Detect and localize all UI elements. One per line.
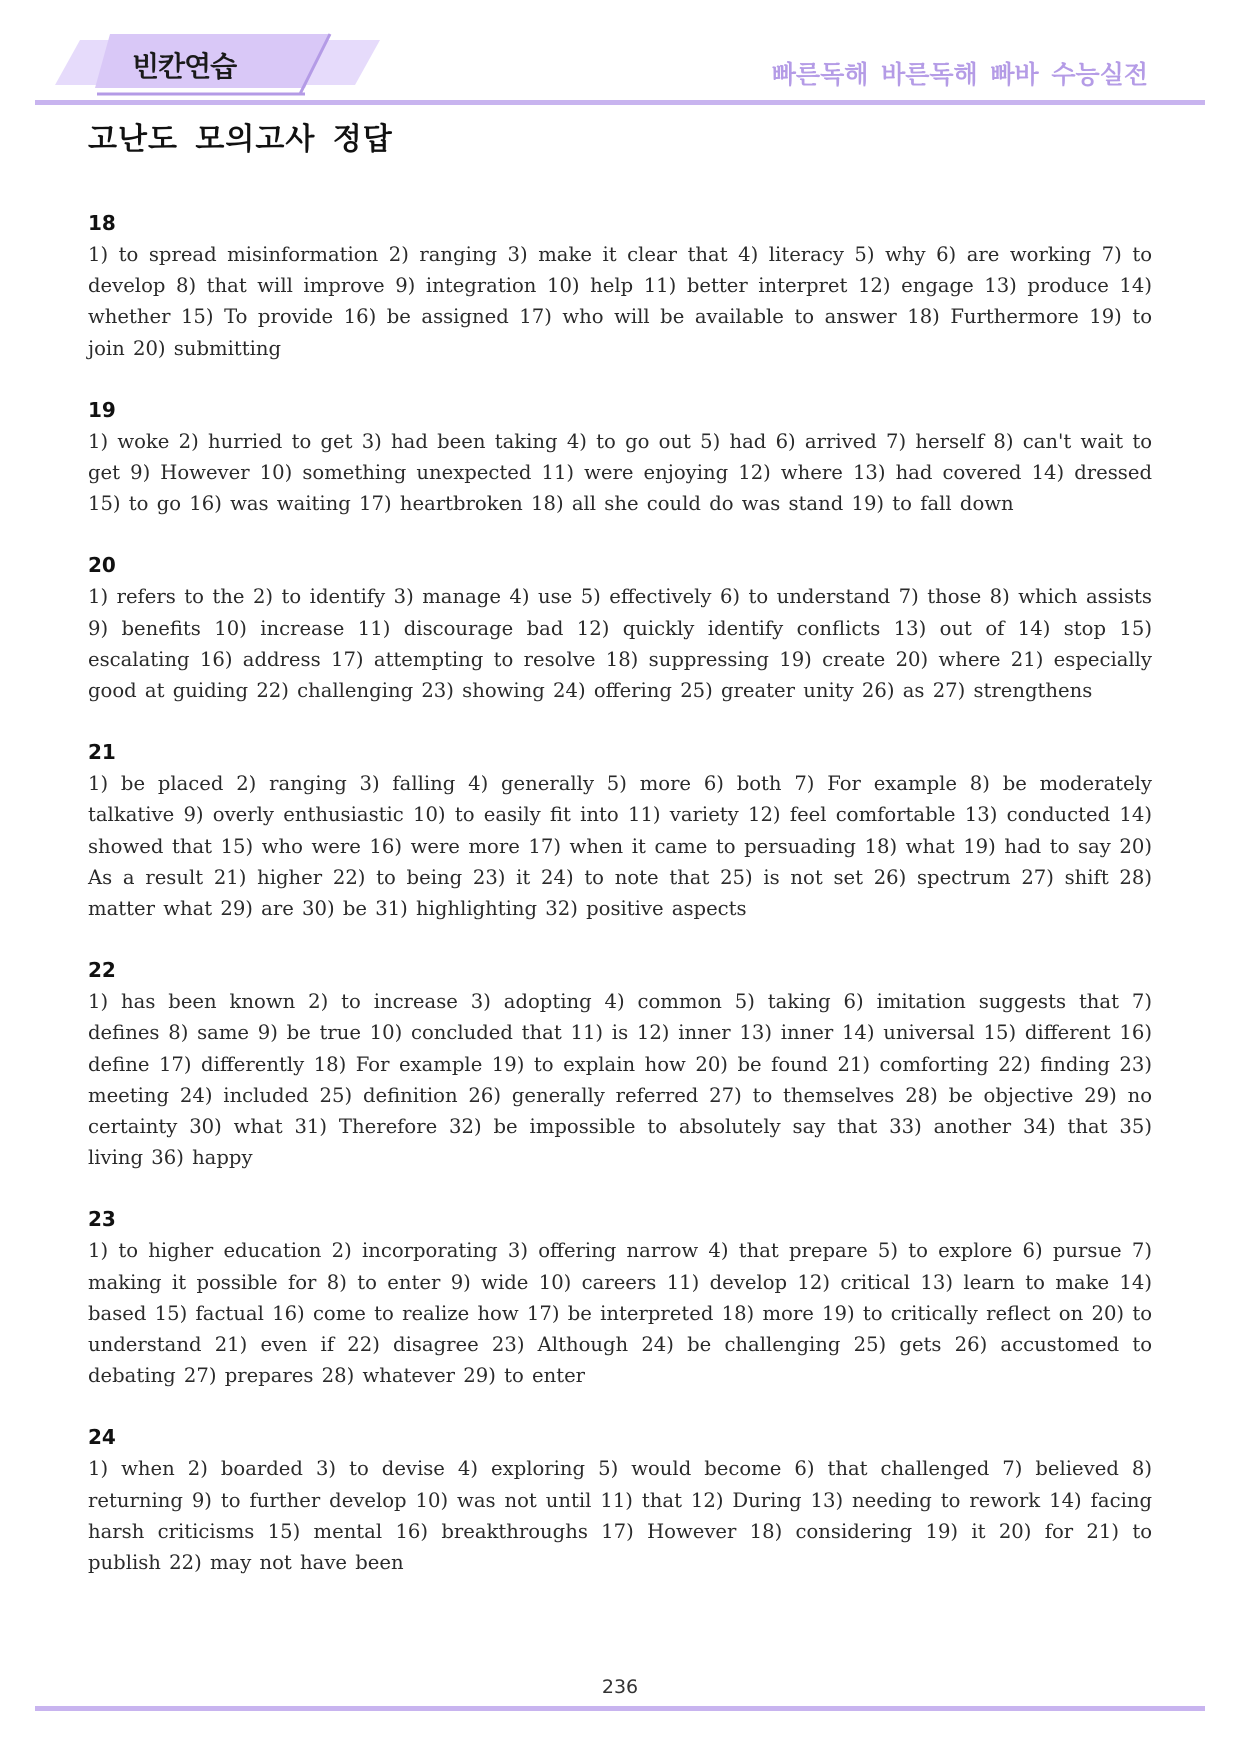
answer-section	[88, 1204, 1152, 1391]
answer-text: 1) woke 2) hurried to get 3) had been taking 4) to go out 5) had 6) arrived 7) herself 8) can't wait to get 9) However 10) something unexpected 11) were enjoying 12) where 13) had covered 14) dressed 15) to go 16) was waiting 17) heartbroken 18) all she could do was stand 19) to fall down	[88, 429, 1152, 516]
answer-text: 1) be placed 2) ranging 3) falling 4) generally 5) more 6) both 7) For example 8) be moderately talkative 9) overly enthusiastic 10) to easily fit into 11) variety 12) feel comfortable 13) conducted 14) showed that 15) who were 16) were more 17) when it came to persuading 18) what 19) had to say 20) As a result 21) higher 22) to being 23) it 24) to note that 25) is not set 26) spectrum 27) shift 28) matter what 29) are 30) be 31) highlighting 32) positive aspects	[88, 772, 1152, 921]
answer-content	[88, 208, 1152, 1609]
question-number: 23	[88, 1207, 116, 1232]
page-number: 236	[601, 1676, 639, 1698]
footer-divider	[35, 1706, 1205, 1711]
question-number: 24	[88, 1425, 116, 1450]
answer-text: 1) refers to the 2) to identify 3) manage 4) use 5) effectively 6) to understand 7) those 8) which assists 9) benefits 10) increase 11) discourage bad 12) quickly identify conflicts 13) out of 14) stop 15) escalating 16) address 17) attempting to resolve 18) suppressing 19) create 20) where 21) especially good at guiding 22) challenging 23) showing 24) offering 25) greater unity 26) as 27) strengthens	[88, 585, 1152, 703]
answer-text: 1) to spread misinformation 2) ranging 3) make it clear that 4) literacy 5) why 6) are working 7) to develop 8) that will improve 9) integration 10) help 11) better interpret 12) engage 13) produce 14) whether 15) To provide 16) be assigned 17) who will be available to answer 18) Furthermore 19) to join 20) submitting	[88, 243, 1152, 360]
header-divider	[35, 100, 1205, 105]
answer-section	[88, 550, 1152, 706]
question-number: 21	[88, 740, 116, 765]
answer-section	[88, 1422, 1152, 1578]
section-tab-label: 빈칸연습	[132, 50, 237, 83]
answer-section	[88, 395, 1152, 520]
answer-section	[88, 737, 1152, 924]
answer-section	[88, 955, 1152, 1173]
question-number: 22	[88, 958, 116, 983]
page-header	[0, 0, 1240, 110]
question-number: 20	[88, 553, 116, 578]
answer-text: 1) has been known 2) to increase 3) adopting 4) common 5) taking 6) imitation suggests that 7) defines 8) same 9) be true 10) concluded that 11) is 12) inner 13) inner 14) universal 15) different 16) define 17) differently 18) For example 19) to explain how 20) be found 21) comforting 22) finding 23) meeting 24) included 25) definition 26) generally referred 27) to themselves 28) be objective 29) no certainty 30) what 31) Therefore 32) be impossible to absolutely say that 33) another 34) that 35) living 36) happy	[88, 990, 1152, 1170]
series-title: 빠른독해 바른독해 빠바 수능실전	[771, 60, 1148, 89]
question-number: 19	[88, 397, 116, 422]
question-number: 18	[88, 211, 116, 235]
answer-text: 1) when 2) boarded 3) to devise 4) exploring 5) would become 6) that challenged 7) believed 8) returning 9) to further develop 10) was not until 11) that 12) During 13) needing to rework 14) facing harsh criticisms 15) mental 16) breakthroughs 17) However 18) considering 19) it 20) for 21) to publish 22) may not have been	[88, 1457, 1152, 1575]
page-title: 고난도 모의고사 정답	[88, 122, 393, 157]
answer-text: 1) to higher education 2) incorporating 3) offering narrow 4) that prepare 5) to explore 6) pursue 7) making it possible for 8) to enter 9) wide 10) careers 11) develop 12) critical 13) learn to make 14) based 15) factual 16) come to realize how 17) be interpreted 18) more 19) to critically reflect on 20) to understand 21) even if 22) disagree 23) Although 24) be challenging 25) gets 26) accustomed to debating 27) prepares 28) whatever 29) to enter	[88, 1239, 1152, 1388]
answer-section	[88, 208, 1152, 364]
